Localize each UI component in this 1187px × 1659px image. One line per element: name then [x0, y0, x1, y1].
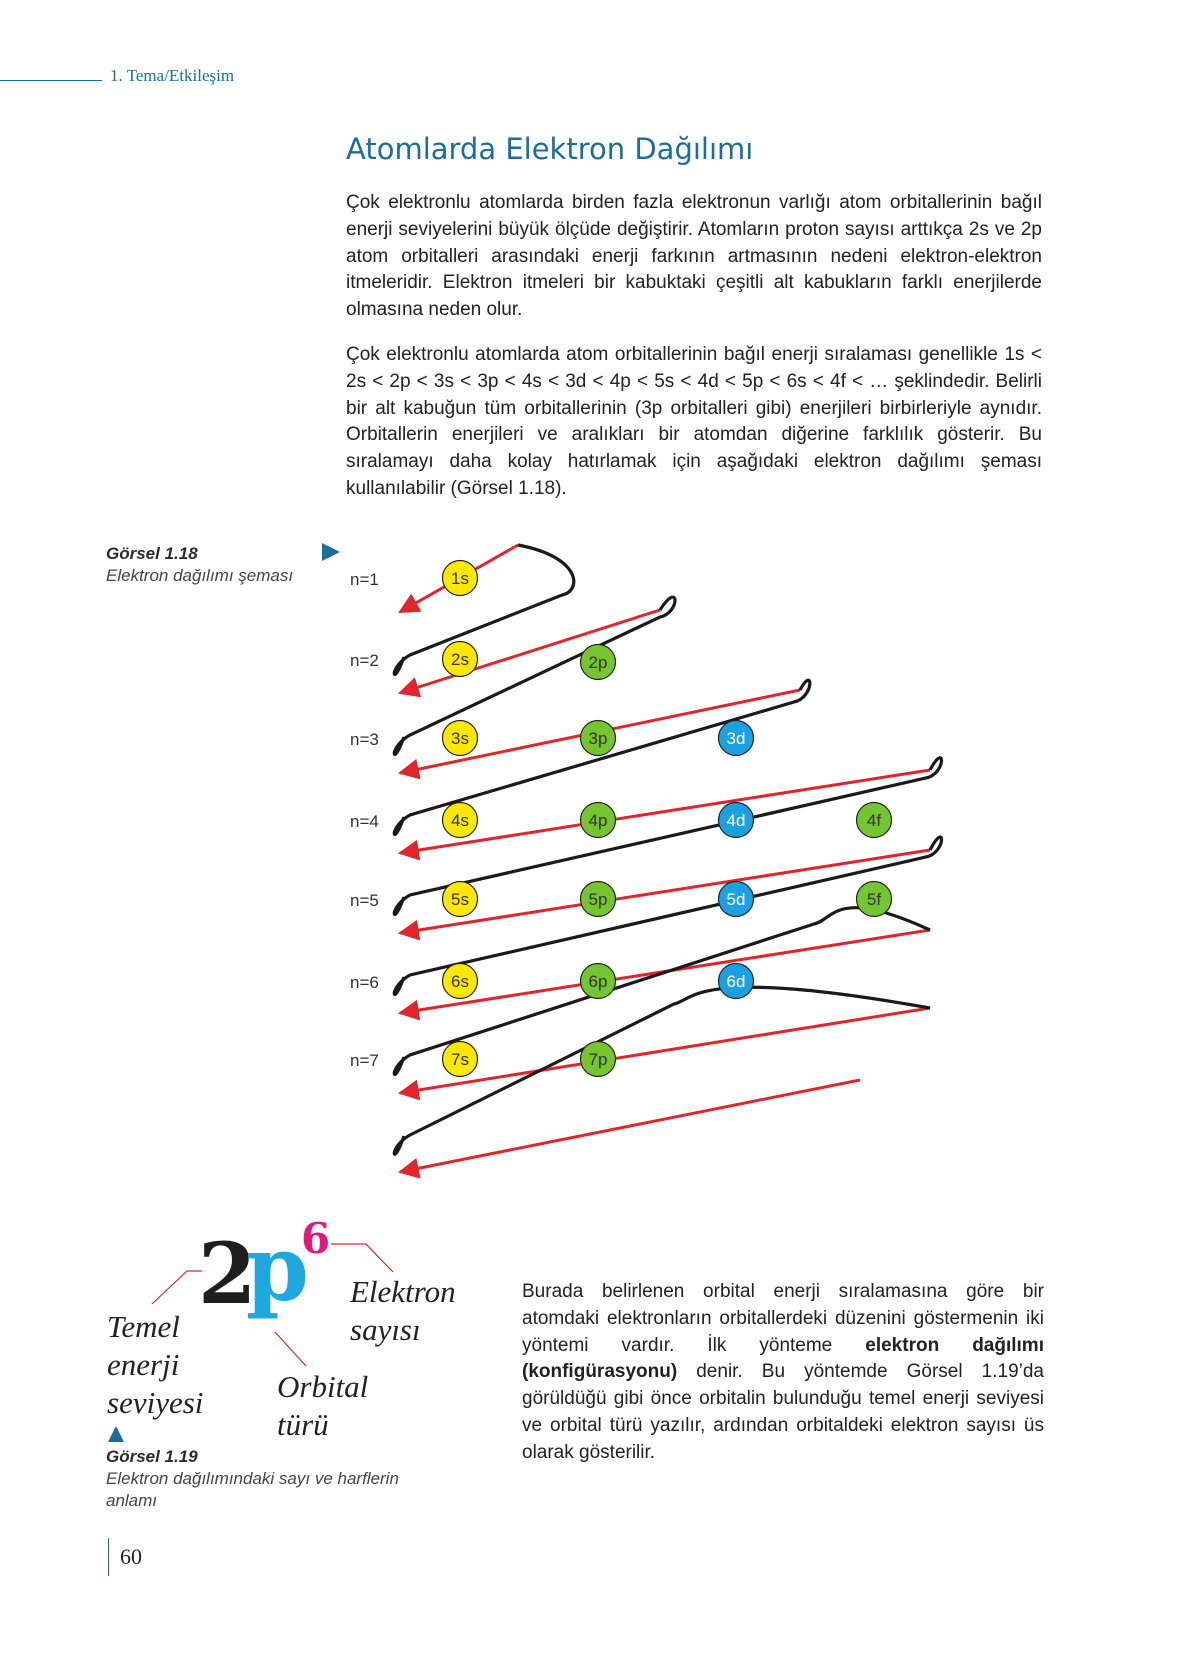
orbital-label-6p: 6p	[588, 972, 608, 991]
label-electron-count: Elektron sayısı	[350, 1274, 456, 1347]
orbital-label-3s: 3s	[451, 729, 469, 748]
orbital-label-4s: 4s	[451, 811, 469, 830]
figure-118-number: Görsel 1.18	[106, 544, 198, 563]
orbital-label-5p: 5p	[588, 890, 608, 909]
figure-119-description: Elektron dağılımındaki sayı ve harflerin anlamı	[106, 1469, 399, 1510]
leader-line-electrons	[331, 1244, 393, 1272]
example-orbital-letter: p	[246, 1216, 309, 1322]
energy-level-label: n=7	[350, 1051, 379, 1070]
example-electron-exponent: 6	[301, 1214, 331, 1263]
label-energy-level: Temel enerji seviyesi	[107, 1309, 204, 1420]
energy-level-label: n=3	[350, 730, 379, 749]
orbital-label-6s: 6s	[451, 972, 469, 991]
orbital-label-3p: 3p	[588, 729, 608, 748]
orbital-label-5d: 5d	[726, 890, 746, 909]
paragraph-3-bold: elektron dağılımı (konfigürasyonu)	[522, 1334, 1044, 1383]
orbital-label-2p: 2p	[588, 653, 608, 672]
figure-118-description: Elektron dağılımı şeması	[106, 566, 294, 585]
leader-line-level	[152, 1271, 202, 1304]
pointer-up-icon	[108, 1426, 124, 1442]
energy-level-label: n=6	[350, 973, 379, 992]
energy-level-label: n=4	[350, 812, 379, 831]
paragraph-3	[522, 1279, 1044, 1467]
header-breadcrumb: 1. Tema/Etkileşim	[110, 66, 235, 85]
orbital-label-7s: 7s	[451, 1050, 469, 1069]
page-number: 60	[120, 1544, 142, 1569]
orbital-label-4f: 4f	[866, 811, 882, 830]
leader-line-orbital	[275, 1332, 306, 1366]
energy-level-label: n=1	[350, 570, 379, 589]
figure-119-caption	[106, 1446, 446, 1512]
orbital-label-5s: 5s	[451, 890, 469, 909]
orbital-label-4p: 4p	[588, 811, 608, 830]
paragraph-3-start: Burada belirlenen orbital enerji sıralamasına göre bir atomdaki elektronların orbitallerdeki düzenini göstermenin iki yöntemi vardır. İlk yönteme	[522, 1281, 1044, 1356]
orbital-label-4d: 4d	[726, 811, 746, 830]
energy-level-label: n=2	[350, 651, 379, 670]
example-level-digit: 2	[198, 1224, 257, 1323]
paragraph-3-end: denir. Bu yöntemde Görsel 1.19’da görüldüğü gibi önce orbitalin bulunduğu temel enerji seviyesi ve orbital türü yazılır, ardından orbitaldeki elektron sayısı üs olarak gösterilir.	[522, 1361, 1044, 1463]
label-orbital-type: Orbital türü	[277, 1369, 369, 1442]
orbital-label-6d: 6d	[726, 972, 746, 991]
orbital-label-1s: 1s	[451, 569, 469, 588]
figure-119-number: Görsel 1.19	[106, 1447, 198, 1466]
orbital-label-2s: 2s	[451, 650, 469, 669]
orbital-label-7p: 7p	[588, 1050, 608, 1069]
orbital-label-5f: 5f	[866, 890, 882, 909]
energy-level-label: n=5	[350, 891, 379, 910]
section-title: Atomlarda Elektron Dağılımı	[346, 132, 754, 166]
footer-rule	[108, 1538, 109, 1576]
paragraph-1: Çok elektronlu atomlarda birden fazla elektronun varlığı atom orbitallerinin bağıl enerji seviyelerini büyük ölçüde değiştirir. Atomların proton sayısı arttıkça 2s ve 2p atom orbitalleri arasındaki enerji farkının artmasının nedeni elektron-elektron itmeleridir. Elektron itmeleri bir kabuktaki çeşitli alt kabukların farklı enerjilerde olmasına neden olur.	[346, 192, 1042, 321]
paragraph-2: Çok elektronlu atomlarda atom orbitallerinin bağıl enerji sıralaması genellikle 1s < 2s < 2p < 3s < 3p < 4s < 3d < 4p < 5s < 4d < 5p < 6s < 4f < … şeklindedir. Belirli bir alt kabuğun tüm orbitallerinin (3p orbitalleri gibi) enerjileri birbirleriyle aynıdır. Orbitallerin enerjileri ve aralıkları bir atomdan diğerine farklılık gösterir. Bu sıralamayı daha kolay hatırlamak için aşağıdaki elektron dağılımı şeması kullanılabilir (Görsel 1.18).	[346, 344, 1042, 499]
orbital-label-3d: 3d	[726, 729, 746, 748]
